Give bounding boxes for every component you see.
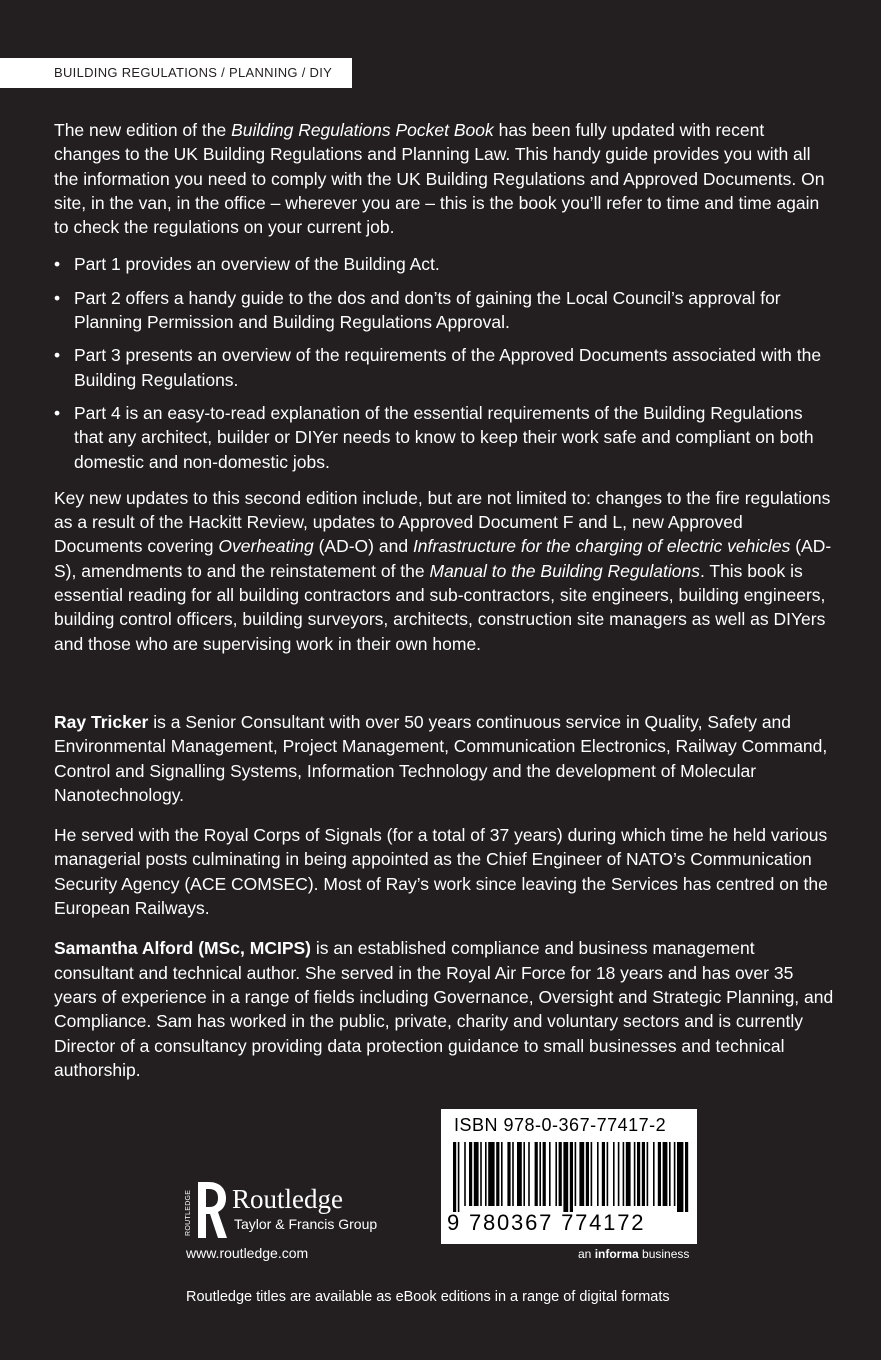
author-bios bbox=[54, 710, 834, 1098]
intro-lead: The new edition of the bbox=[54, 120, 232, 140]
barcode-bar bbox=[685, 1142, 688, 1212]
barcode-bar bbox=[474, 1142, 479, 1206]
barcode-bar bbox=[555, 1142, 557, 1206]
routledge-logo bbox=[184, 1178, 424, 1244]
book-description bbox=[54, 118, 834, 669]
barcode-bar bbox=[523, 1142, 525, 1206]
ebook-note: Routledge titles are available as eBook editions in a range of digital formats bbox=[186, 1289, 670, 1305]
barcode-digits: 9 780367 774172 bbox=[447, 1210, 646, 1235]
updates-text: (AD-S), amendments to and the reinstatement of the bbox=[54, 536, 832, 581]
updates-italic: Infrastructure for the charging of electric vehicles bbox=[412, 536, 791, 557]
list-item: • Part 2 offers a handy guide to the dos and don’ts of gaining the Local Council’s approval for Planning Permission and Building Regulations Approval. bbox=[54, 286, 834, 335]
barcode-bar bbox=[501, 1142, 503, 1206]
updates-paragraph bbox=[54, 486, 834, 656]
barcode-bar bbox=[634, 1142, 636, 1206]
updates-italic: Manual to the Building Regulations bbox=[429, 560, 700, 581]
intro-paragraph bbox=[54, 118, 834, 239]
informa-tagline bbox=[578, 1247, 689, 1261]
book-title: Building Regulations Pocket Book bbox=[231, 120, 494, 140]
barcode-bar bbox=[512, 1142, 514, 1206]
updates-text: Key new updates to this second edition include, but are not limited to: changes to the fire regulations as a result of the Hackitt Review, updates to Approved Document F and L, new Approved Documents covering bbox=[54, 487, 831, 557]
barcode-bar bbox=[626, 1142, 631, 1206]
barcode-bar bbox=[591, 1142, 593, 1206]
author2-name: Samantha Alford (MSc, MCIPS) bbox=[54, 938, 312, 959]
barcode-bar bbox=[663, 1142, 668, 1206]
author1-bio-2: He served with the Royal Corps of Signals (for a total of 37 years) during which time he held various managerial posts culminating in being appointed as the Chief Engineer of NATO’s Communication Security Agency (ACE COMSEC). Most of Ray’s work since leaving the Services has centred on the European Railways. bbox=[54, 825, 828, 919]
barcode-bar bbox=[618, 1142, 620, 1206]
list-item: • Part 4 is an easy-to-read explanation of the essential requirements of the Building Regulations that any architect, builder or DIYer needs to know to keep their work safe and compliant on both domestic and non-domestic jobs. bbox=[54, 401, 834, 474]
barcode-bar bbox=[469, 1142, 472, 1206]
list-item: • Part 3 presents an overview of the requirements of the Approved Documents associated with the Building Regulations. bbox=[54, 343, 834, 392]
barcode-bar bbox=[647, 1142, 649, 1206]
barcode-bar bbox=[658, 1142, 661, 1206]
barcode-bar bbox=[570, 1142, 573, 1212]
barcode-bar bbox=[535, 1142, 538, 1206]
intro-rest: has been fully updated with recent changes to the UK Building Regulations and Planning Law. This handy guide provides you with all the information you need to comply with the UK Building Regulations and Approved Documents. On site, in the van, in the office – wherever you are – this is the book you’ll refer to time and time again to check the regulations on your current job. bbox=[54, 120, 825, 238]
barcode-bar bbox=[480, 1142, 482, 1206]
barcode-bars-icon bbox=[447, 1142, 691, 1212]
updates-text: (AD-O) and bbox=[313, 536, 413, 557]
parts-list bbox=[54, 252, 834, 473]
list-item: • Part 1 provides an overview of the Building Act. bbox=[54, 252, 834, 276]
barcode-bar bbox=[528, 1142, 530, 1206]
updates-text: . This book is essential reading for all building contractors and sub-contractors, site engineers, building engineers, building control officers, building surveyors, architects, construction site managers as well as DIYers and those who are supervising work in their own home. bbox=[54, 560, 826, 654]
barcode-bar bbox=[464, 1142, 466, 1206]
barcode-bar bbox=[458, 1142, 460, 1212]
barcode-bar bbox=[453, 1142, 456, 1212]
category-label: BUILDING REGULATIONS / PLANNING / DIY bbox=[0, 58, 352, 88]
barcode-bar bbox=[496, 1142, 499, 1206]
barcode-bar bbox=[602, 1142, 605, 1206]
barcode-bar bbox=[586, 1142, 589, 1206]
publisher-group: Taylor & Francis Group bbox=[234, 1216, 378, 1232]
barcode-bar bbox=[507, 1142, 510, 1206]
author1-bio bbox=[54, 710, 834, 807]
barcode-bar bbox=[637, 1142, 640, 1206]
barcode-bar bbox=[579, 1142, 584, 1206]
informa-brand: informa bbox=[594, 1247, 639, 1261]
barcode-bar bbox=[563, 1142, 568, 1212]
isbn-label: ISBN 978-0-367-77417-2 bbox=[454, 1115, 667, 1135]
publisher-url[interactable]: www.routledge.com bbox=[186, 1245, 309, 1261]
author2-bio bbox=[54, 936, 834, 1082]
barcode-bar bbox=[674, 1142, 676, 1206]
barcode-bar bbox=[539, 1142, 541, 1206]
author2-text: is an established compliance and business management consultant and technical author. She served in the Royal Air Force for 18 years and has over 35 years of experience in a range of fields including Governance, Oversight and Strategic Planning, and Compliance. Sam has worked in the public, private, charity and voluntary sectors and is currently Director of a consultancy providing data protection guidance to small businesses and technical authorship. bbox=[54, 938, 834, 1080]
author1-name: Ray Tricker bbox=[54, 712, 149, 732]
updates-italic: Overheating bbox=[218, 536, 314, 557]
barcode-bar bbox=[575, 1142, 577, 1206]
barcode-bar bbox=[543, 1142, 546, 1206]
publisher-name: Routledge bbox=[232, 1184, 343, 1214]
barcode-bar bbox=[559, 1142, 562, 1206]
logo-side-text: ROUTLEDGE bbox=[185, 1189, 192, 1236]
barcode-bar bbox=[677, 1142, 683, 1212]
barcode-bar bbox=[653, 1142, 655, 1206]
barcode-bar bbox=[597, 1142, 599, 1206]
barcode-bar bbox=[485, 1142, 487, 1206]
barcode-bar bbox=[607, 1142, 609, 1206]
author1-text: is a Senior Consultant with over 50 years continuous service in Quality, Safety and Environmental Management, Project Management, Communication Electronics, Railway Command, Control and Signalling Systems, Information Technology and the development of Molecular Nanotechnology. bbox=[54, 712, 828, 805]
barcode-bar bbox=[642, 1142, 645, 1206]
barcode-bar bbox=[613, 1142, 615, 1206]
barcode-bar bbox=[669, 1142, 671, 1206]
barcode-bar bbox=[623, 1142, 625, 1206]
isbn-barcode bbox=[441, 1109, 697, 1244]
barcode-bar bbox=[517, 1142, 522, 1206]
informa-prefix: an bbox=[578, 1247, 595, 1261]
barcode-bar bbox=[488, 1142, 494, 1206]
routledge-r-icon bbox=[184, 1178, 228, 1242]
barcode-bar bbox=[549, 1142, 551, 1206]
informa-suffix: business bbox=[638, 1247, 690, 1261]
